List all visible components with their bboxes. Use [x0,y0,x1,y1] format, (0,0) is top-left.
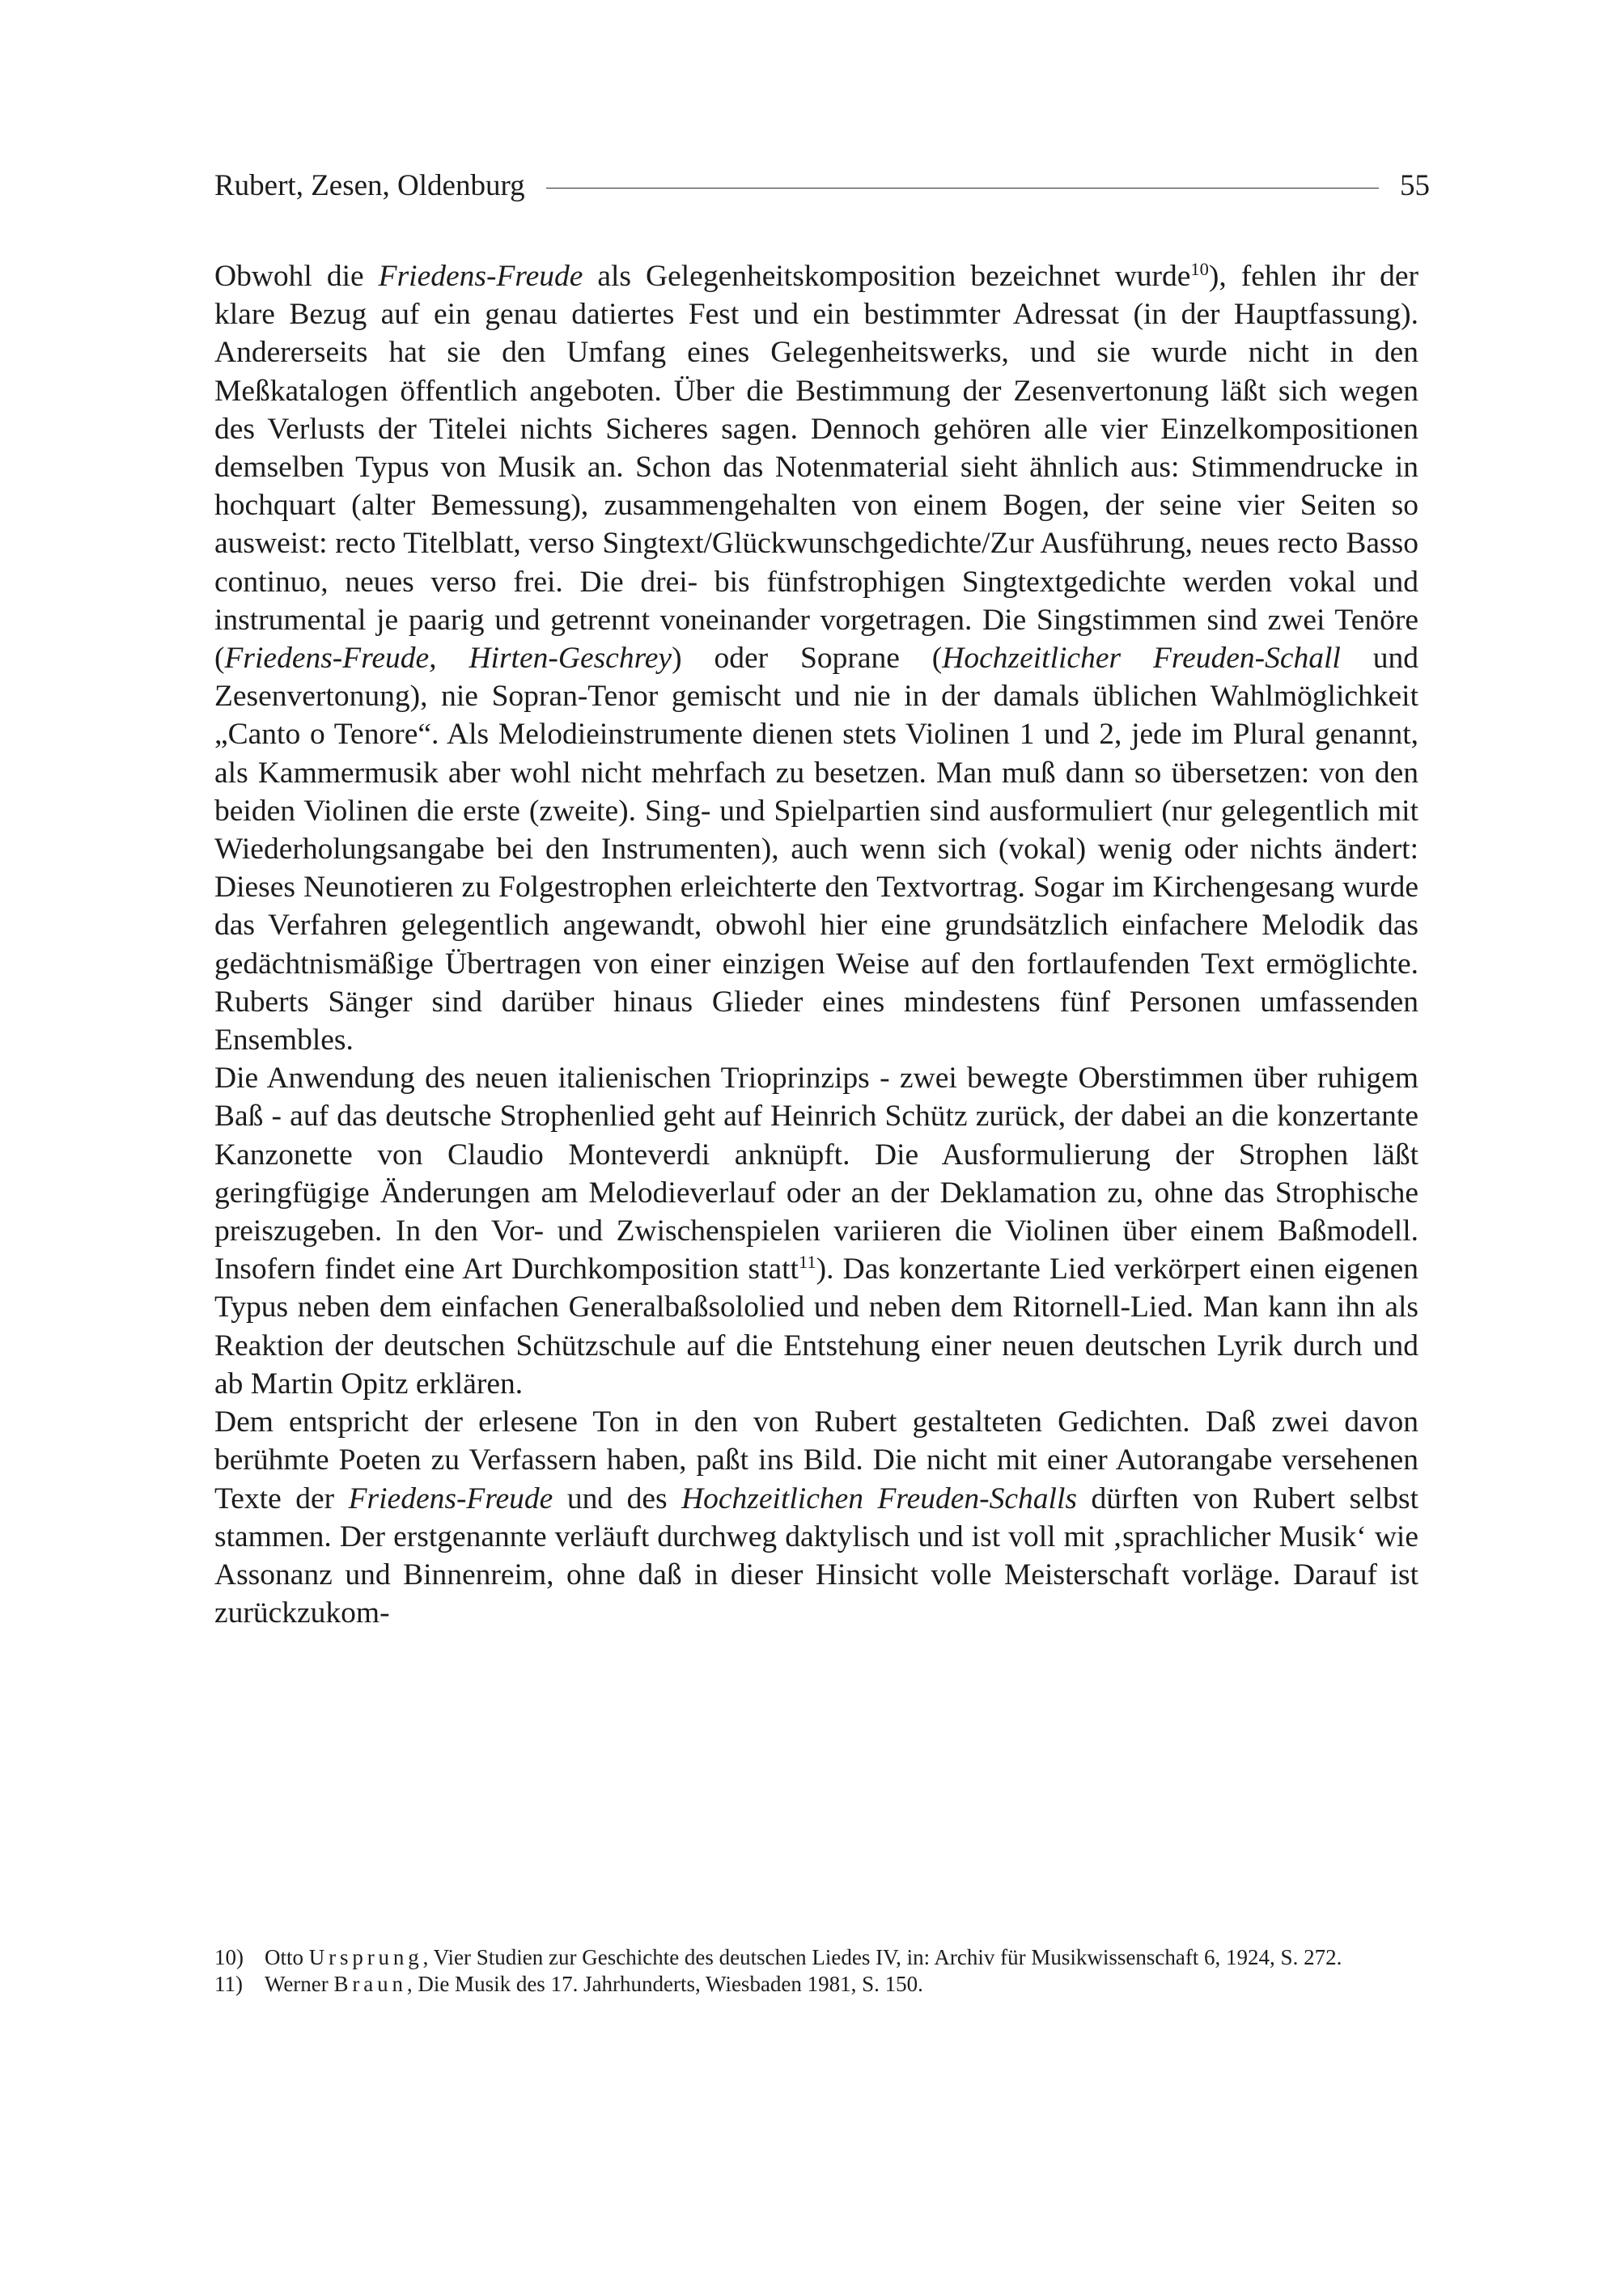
footnote-number: 10) [214,1945,244,1969]
footnote [214,1944,1418,1971]
footnotes [214,1944,1418,1998]
text-run: als Gelegenheitskomposition bezeichnet wurde [583,260,1191,293]
work-title: Hochzeitlichen Freuden-Schalls [681,1481,1077,1515]
paragraph [214,1059,1418,1403]
running-header [214,165,1430,206]
text-run: , Die Musik des 17. Jahrhunderts, Wiesbaden 1981, S. 150. [406,1972,923,1996]
author-surname: Braun [333,1972,407,1996]
text-run: Dem entspricht der erlesene Ton in den von Rubert gestalteten Gedichten. Daß zwei davon berühmte Poeten zu Verfassern haben, paßt ins Bild. Die nicht mit einer Autorangabe versehenen Texte der [214,1405,1418,1515]
footnote-reference: 10 [1190,258,1209,279]
footnote-text [265,1971,1418,1998]
text-run: Otto [265,1945,309,1969]
footnote-text [265,1944,1418,1971]
text-run: , Vier Studien zur Geschichte des deutschen Liedes IV, in: Archiv für Musikwissenschaft 6, 1924, S. 272. [422,1945,1342,1969]
running-title: Rubert, Zesen, Oldenburg [214,168,525,202]
text-run: Obwohl die [214,260,379,293]
paragraph [214,1403,1418,1632]
footnote [214,1971,1418,1998]
header-rule [546,188,1379,189]
footnote-number: 11) [214,1972,243,1996]
text-run: ) oder Soprane ( [672,642,943,676]
work-title: Friedens-Freude [378,260,583,293]
text-run: Die Anwendung des neuen italienischen Trioprinzips - zwei bewegte Oberstimmen über ruhigem Baß - auf das deutsche Strophenlied geht auf Heinrich Schütz zurück, der dabei an die konzertante Kanzonette von Claudio Monteverdi anknüpft. Die Ausformulierung der Strophen läßt geringfügige Änderungen am Melodieverlauf oder an der Deklamation zu, ohne das Strophische preiszugeben. In den Vor- und Zwischenspielen variieren die Violinen über einem Baßmodell. Insofern findet eine Art Durchkomposition statt [214,1062,1418,1286]
footnote-reference: 11 [798,1251,816,1272]
text-run: und des [553,1481,682,1515]
paragraph [214,257,1418,1059]
text-run: ), fehlen ihr der klare Bezug auf ein genau datiertes Fest und ein bestimmter Adressat (in der Hauptfassung). Andererseits hat sie den Umfang eines Gelegenheitswerks, und sie wurde nicht in den Meßkatalogen öffentlich angeboten. Über die Bestimmung der Zesenvertonung läßt sich wegen des Verlusts der Titelei nichts Sicheres sagen. Dennoch gehören alle vier Einzelkompositionen demselben Typus von Musik an. Schon das Notenmaterial sieht ähnlich aus: Stimmendrucke in hochquart (alter Bemessung), zusammengehalten von einem Bogen, der seine vier Seiten so ausweist: recto Titelblatt, verso Singtext/Glückwunschgedichte/Zur Ausführung, neues recto Basso continuo, neues verso frei. Die drei- bis fünfstrophigen Singtextgedichte werden vokal und instrumental je paarig und getrennt voneinander vorgetragen. Die Singstimmen sind zwei Tenöre ( [214,260,1418,676]
body-text [214,257,1418,1632]
work-title: Friedens-Freude, Hirten-Geschrey [224,642,672,676]
text-run: ). Das konzertante Lied verkörpert einen eigenen Typus neben dem einfachen Generalbaßsololied und neben dem Ritornell-Lied. Man kann ihn als Reaktion der deutschen Schützschule auf die Entstehung einer neuen deutschen Lyrik durch und ab Martin Opitz erklären. [214,1252,1418,1401]
text-run: dürften von Rubert selbst stammen. Der erstgenannte verläuft durchweg daktylisch und ist voll mit ‚sprachlicher Musik‘ wie Assonanz und Binnenreim, ohne daß in dieser Hinsicht volle Meisterschaft vorläge. Darauf ist zurückzukom- [214,1481,1418,1630]
text-run: Werner [265,1972,334,1996]
work-title: Hochzeitlicher Freuden-Schall [942,642,1341,676]
author-surname: Ursprung [308,1945,423,1969]
text-run: und Zesenvertonung), nie Sopran-Tenor gemischt und nie in der damals üblichen Wahlmöglichkeit „Canto o Tenore“. Als Melodieinstrumente dienen stets Violinen 1 und 2, jede im Plural genannt, als Kammermusik aber wohl nicht mehrfach zu besetzen. Man muß dann so übersetzen: von den beiden Violinen die erste (zweite). Sing- und Spielpartien sind ausformuliert (nur gelegentlich mit Wiederholungsangabe bei den Instrumenten), auch wenn sich (vokal) wenig oder nichts ändert: Dieses Neunotieren zu Folgestrophen erleichterte den Textvortrag. Sogar im Kirchengesang wurde das Verfahren gelegentlich angewandt, obwohl hier eine grundsätzlich einfachere Melodik das gedächtnismäßige Übertragen von einer einzigen Weise auf den fortlaufenden Text ermöglichte. Ruberts Sänger sind darüber hinaus Glieder eines mindestens fünf Personen umfassenden Ensembles. [214,642,1418,1057]
page-number: 55 [1400,168,1430,202]
work-title: Friedens-Freude [348,1481,553,1515]
